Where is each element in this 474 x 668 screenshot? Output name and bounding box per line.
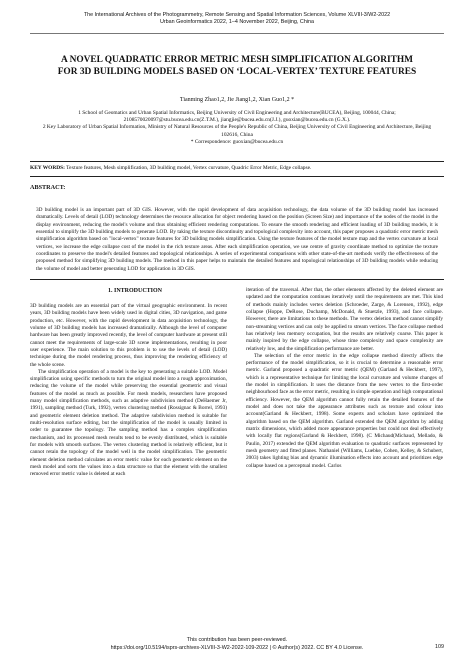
affiliations [36,110,438,146]
paper-title-line1: A NOVEL QUADRATIC ERROR METRIC MESH SIMPLIFICATION ALGORITHM [60,55,414,65]
journal-header [30,12,444,26]
abstract-heading: ABSTRACT: [30,184,66,191]
right-column [246,287,443,470]
peer-review-note: This contribution has been peer-reviewed. [186,637,288,643]
doi-license-line: https://doi.org/10.5194/isprs-archives-XLVIII-3-W2-2022-109-2022 | © Author(s) 2022. CC BY 4.0 License. [110,644,364,651]
journal-header-line1: The International Archives of the Photogrammetry, Remote Sensing and Spatial Information Sciences, Volume XLVIII-3/W2-2022 [83,12,391,18]
keywords-label: KEY WORDS: [30,165,65,171]
keywords-bottom-divider [30,176,444,177]
left-column [30,303,227,479]
abstract-text: 3D building model is an important part of 3D GIS. However, with the rapid development of data acquisition technology, the data volume of the 3D building model has increased dramatically. Levels of detail (LOD) technology determines the resource allocation for object rendering based on the position (Screen Size) and importance of the nodes of the model in the display environment, reducing the model's volume and thus obtaining efficient rendering computations. To ensure the smooth rendering and efficient loading of 3D building models, it is essential to simplify the 3D building models to generate LOD. By taking the texture discontinuity and topological complexity into account, this paper proposes a quadratic error metric mesh simplification algorithm based on "local-vertex" texture features for 3D building models simplification. Using the texture features of the model texture map and the vertex curvature at local vertices, we increase the edge collapse cost of the model in the rich texture areas. After each simplification operation, we use centre of gravity coordinate method to optimize the texture coordinates to preserve the model's detailed features and topological relationships. A series of experimental comparisons with other state-of-the-art methods verify the effectiveness of the proposed method for simplifying 3D building models. The method in this paper helps to maintain the detailed features and topological relationships of 3D building models while reducing the volume of model and better generating LOD for application in 3D GIS. [36,207,438,272]
intro-paragraph-4: The selection of the error metric in the edge collapse method directly affects the performance of the model simplification, so it is crucial to determine a reasonable error metric. Garland proposed a quadratic error metric (QEM) (Garland & Heckbert, 1997), which is a representative technique for limiting the local curvature and volume changes of the model in simplification. It uses the distance from the new vertex to the first-order neighbourhood face as the error metric, resulting in simple operation and high computational efficiency. However, the QEM algorithm cannot fully retain the detailed features of the model and does not take the appearance attributes such as texture and colour into account(Garland & Heckbert, 1998). Some experts and scholars have optimized the algorithm based on the QEM algorithm. Garland extended the QEM algorithm by adding matrix dimensions, which added more appearance properties but could not deal effectively with locally flat regions(Garland & Heckbert, 1998). (C Michaud(Michaud, Mellado, & Paulin, 2017) extended the QEM algorithm evaluation to quadratic surfaces represented by mesh geometry and fitted planes. Nathaniel (Williams, Luebke, Cohen, Kelley, & Schubert, 2003) takes lighting bias and dynamic illumination effects into account and prioritizes edge collapse based on a perceptual model. Carlos [246,352,443,469]
paper-title [30,54,444,78]
affiliation-2: 2 Key Laboratory of Urban Spatial Information, Ministry of Natural Resources of the People's Republic of China, Beijing University of Civil Engineering and Architecture, Beijing 102616, China [42,124,432,138]
intro-paragraph-3: iteration of the traversal. After that, the other elements affected by the deleted element are updated and the computation continues iteratively until the requirements are met. This kind of methods mainly includes vertex deletion (Schroeder, Zarge, & Lorensen, 1992), edge collapse (Hoppe, DeRose, Duchamp, McDonald, & Stuetzle, 1993), and face collapse. However, there are limitations to these methods. The vertex deletion method cannot simplify non-streaming vertices and can only be applied to stream vertices. The face collapse method has relatively less memory occupation, but the results are relatively coarse. This paper is mainly inspired by the edge collapse, whose time complexity and space complexity are relatively low, and the simplification performance are better. [246,287,443,352]
affiliation-1: 1 School of Geomatics and Urban Spatial Informatics, Beijing University of Civil Engineering and Architecture(BUCEA), Beijing, 100044, China; 2108570020097@stu.bucea.edu.cn(Z.T.M.), jiangjie@bucea.edu.cn(J.J.), guoxian@bucea.edu.cn (G.X.). [78,110,396,124]
keywords-text: Texture features, Mesh simplification, 3D building model, Vertex curvature, Quadric Error Metric, Edge collapse. [64,165,312,171]
author-list: Tianming Zhao1,2, Jie Jiang1,2, Xian Guo1,2 * [179,97,295,103]
paper-title-line2: FOR 3D BUILDING MODELS BASED ON ‘LOCAL-VERTEX’ TEXTURE FEATURES [57,67,417,77]
keywords-top-divider [30,161,444,162]
correspondence: * Correspondence: guoxian@bucea.edu.cn [190,138,284,145]
intro-paragraph-1: 3D building models are an essential part of the virtual geographic environment. In recent years, 3D building models have been widely used in digital cities, 3D navigation, and game production, etc. However, with the rapid development in data acquisition technology, the volume of 3D building models has increased dramatically. Although the level of computer hardware has been greatly improved recently, the level of computer hardware at present still cannot meet the requirements of large-scale 3D scene implementations, resulting in poor user experience. The main solution to this problem is to use the levels of detail (LOD) technique during the model rendering process, thus improving the rendering efficiency of the whole scene. [30,303,227,368]
abstract-bottom-divider [30,279,444,280]
journal-header-line2: Urban Geoinformatics 2022, 1–4 November 2022, Beijing, China [159,19,315,25]
intro-paragraph-2: The simplification operation of a model is the key to generating a suitable LOD. Model simplification using specific methods to turn the original model into a rough approximation, reducing the volume of the model while preserving the essential geometric and visual features of the model as much as possible. For mesh models, researchers have proposed many model simplification methods, such as adaptive subdivision method (DeHaemer Jr, 1991), sampling method (Turk, 1992), vertex clustering method (Rossignac & Borrel, 1993) and geometric element deletion method. The adaptive subdivision method is suitable for multi-resolution surface editing, but the simplification of the model is usually limited in order to guarantee the topology. The sampling method has a complex simplification mechanism, and its processed mesh results tend to be evenly distributed, which is suitable for models with smooth surfaces. The vertex clustering method is relatively efficient, but it cannot retain the topology of the model well in the model simplification. The geometric element deletion method calculates an error metric value for each geometric element on the mesh model and sorts the values into a data structure so that the element with the smallest removed error metric value is deleted at each [30,368,227,478]
section-heading-introduction: 1. INTRODUCTION [107,288,162,294]
page-number: 109 [435,644,444,650]
page-footer [30,637,444,652]
keywords-block [30,165,444,172]
header-divider [30,33,444,34]
